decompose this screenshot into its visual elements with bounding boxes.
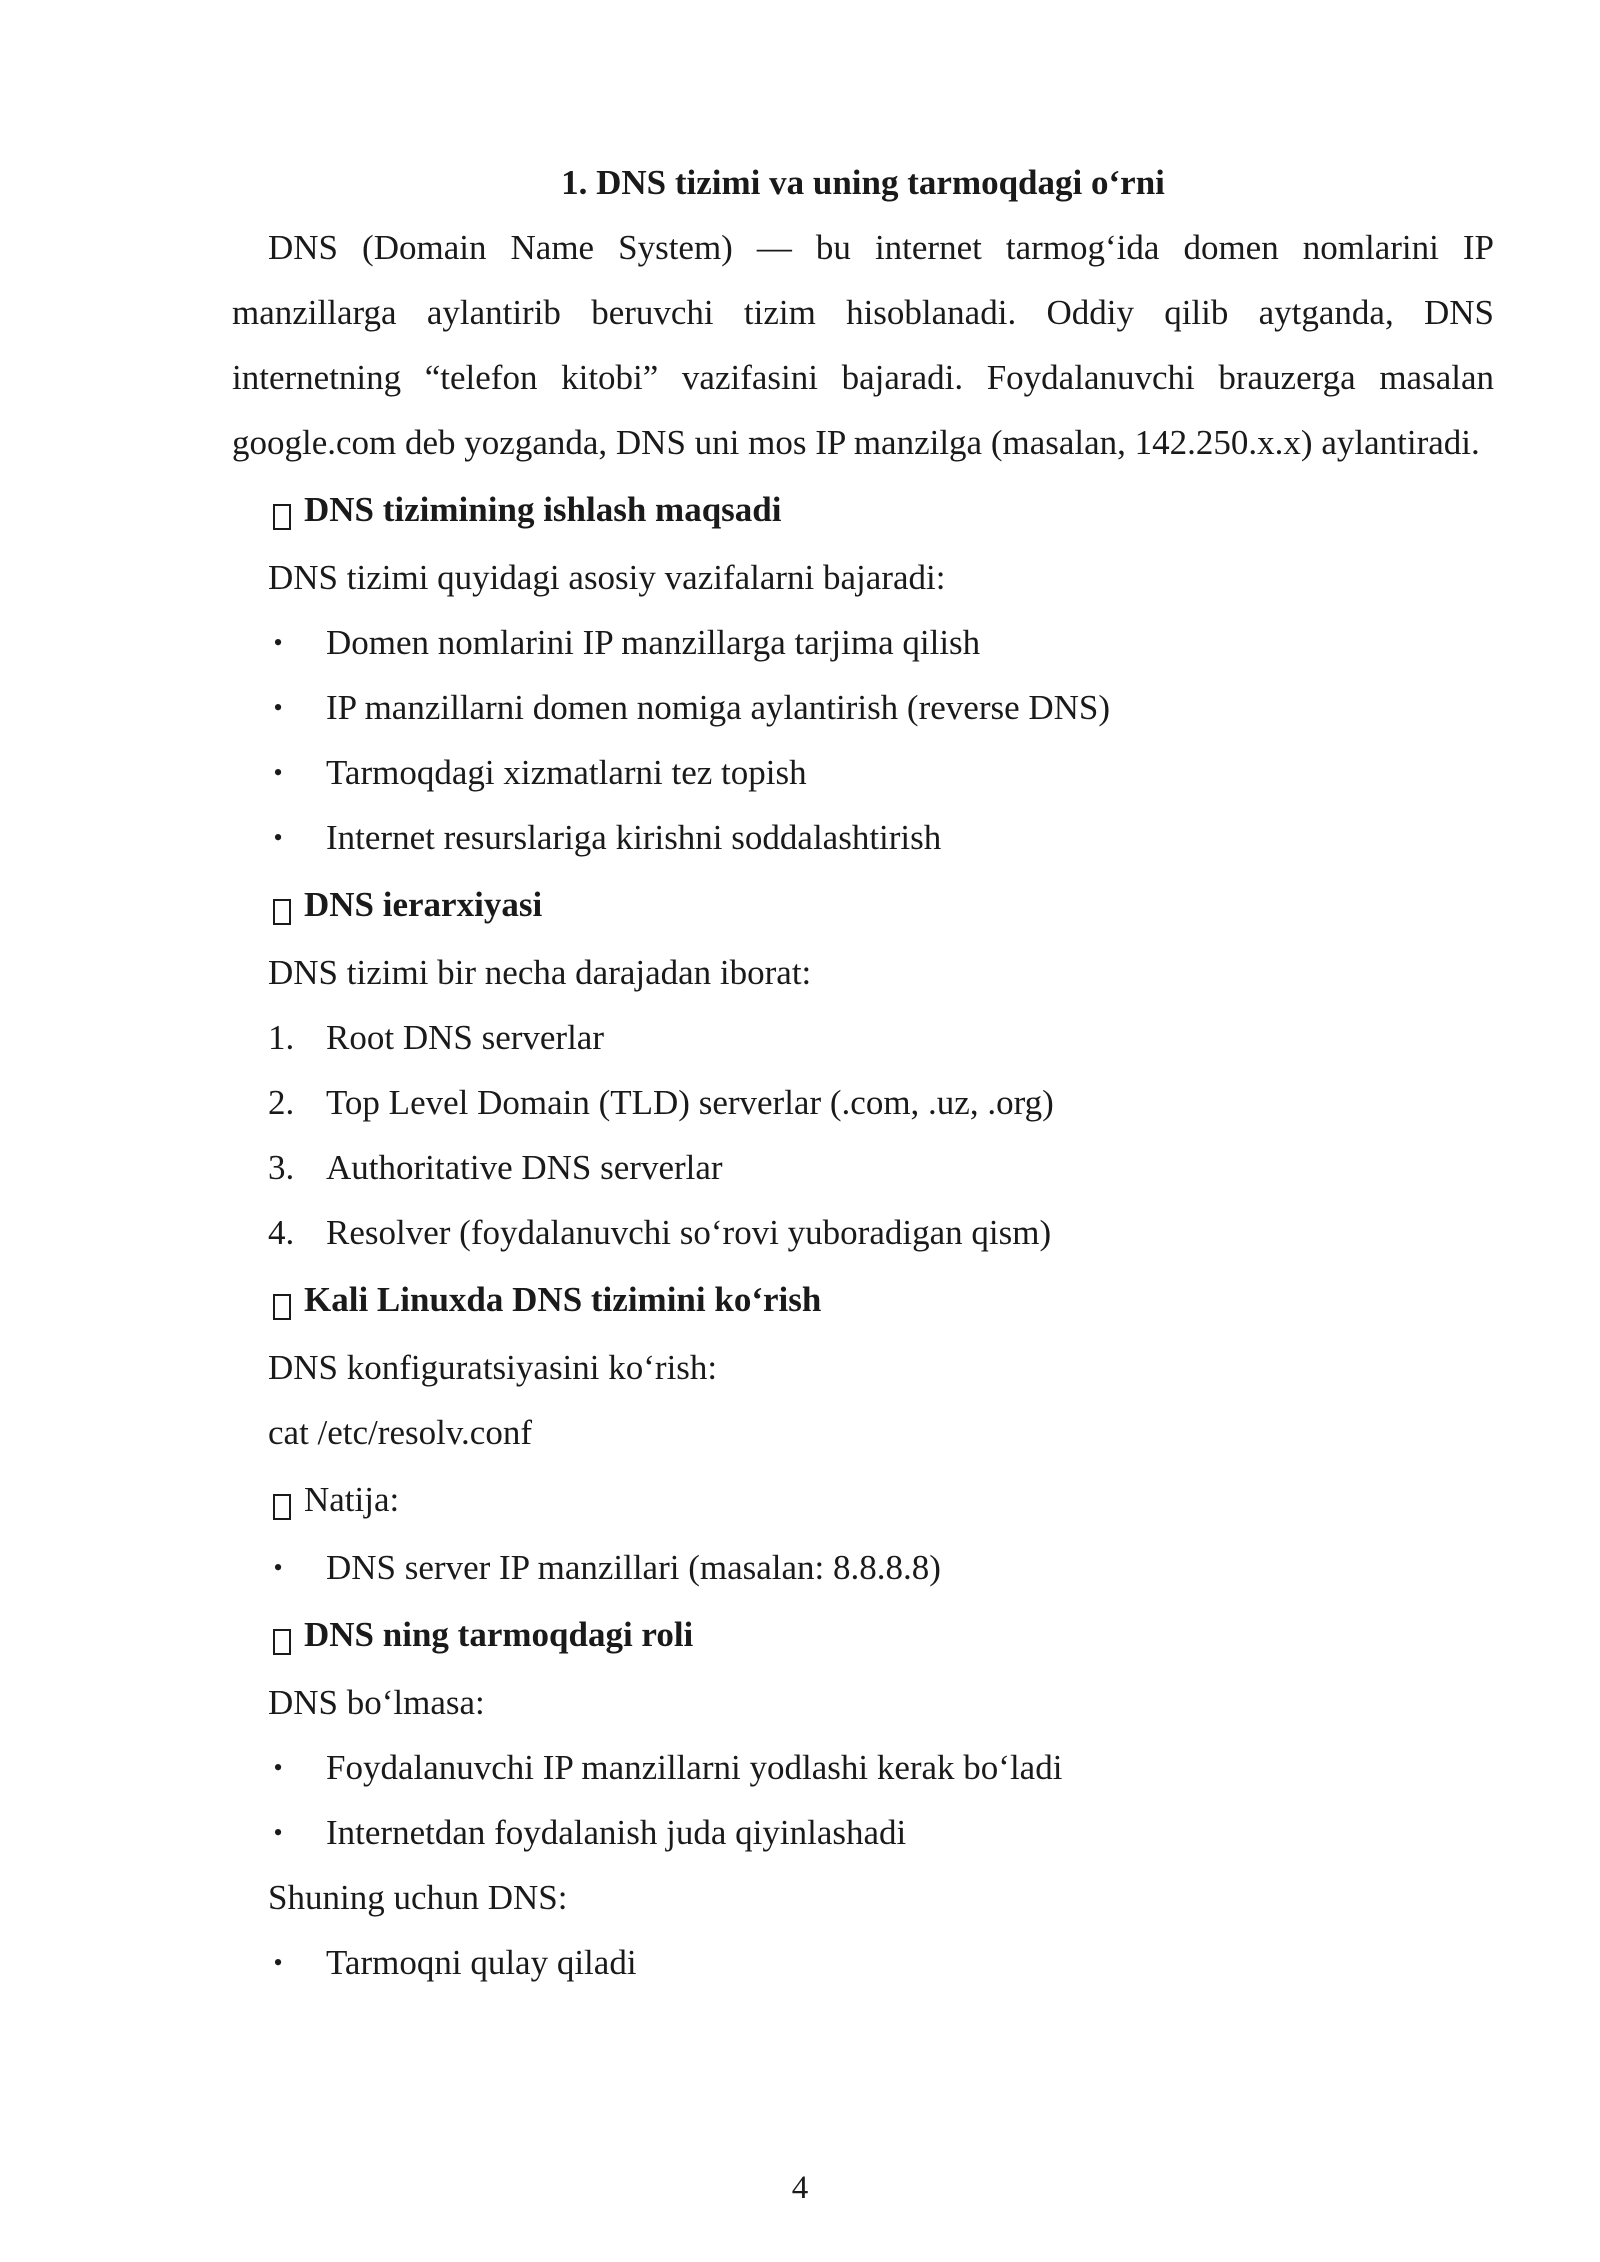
page-number: 4 (791, 2170, 809, 2206)
list-item-text: Tarmoqni qulay qiladi (326, 1943, 637, 1982)
list-number: 4. (268, 1213, 295, 1252)
list-item (232, 1735, 1494, 1800)
section-lead: DNS tizimi quyidagi asosiy vazifalarni bajaradi: (268, 558, 946, 597)
list-item-text: Authoritative DNS serverlar (326, 1148, 723, 1187)
list-item-text: Tarmoqdagi xizmatlarni tez topish (326, 753, 807, 792)
list-item-text: Domen nomlarini IP manzillarga tarjima qilish (326, 623, 981, 662)
bullet-list (232, 1930, 1494, 1995)
list-item (232, 805, 1494, 870)
list-item (232, 1135, 1494, 1200)
bullet-marker: • (273, 1948, 283, 1977)
missing-glyph-box-icon (268, 1624, 296, 1658)
intro-paragraph: DNS (Domain Name System) — bu internet tarmog‘ida domen nomlarini IP manzillarga aylantirib beruvchi tizim hisoblanadi. Oddiy qilib aytganda, DNS internetning “telefon kitobi” vazifasini bajaradi. Foydalanuvchi brauzerga masalan google.com deb yozganda, DNS uni mos IP manzilga (masalan, 142.250.x.x) aylantiradi. (232, 228, 1494, 462)
section-lead: Shuning uchun DNS: (268, 1878, 568, 1917)
section-heading-role (268, 1607, 1494, 1663)
list-item (232, 1800, 1494, 1865)
list-item-text: IP manzillarni domen nomiga aylantirish (reverse DNS) (326, 688, 1111, 727)
bullet-list (232, 1735, 1494, 1865)
section-heading-text: DNS ierarxiyasi (304, 885, 543, 924)
section-heading-text: DNS ning tarmoqdagi roli (304, 1615, 694, 1654)
list-item (232, 740, 1494, 805)
bullet-marker: • (273, 1753, 283, 1782)
missing-glyph-box-icon (268, 499, 296, 533)
section-heading-text: Kali Linuxda DNS tizimini ko‘rish (304, 1280, 822, 1319)
list-item-text: Top Level Domain (TLD) serverlar (.com, .uz, .org) (326, 1083, 1054, 1122)
list-item (232, 1005, 1494, 1070)
list-item-text: Resolver (foydalanuvchi so‘rovi yuboradigan qism) (326, 1213, 1052, 1252)
list-item-text: Root DNS serverlar (326, 1018, 605, 1057)
list-item (232, 610, 1494, 675)
list-item-text: Internet resurslariga kirishni soddalashtirish (326, 818, 942, 857)
section-lead: DNS konfiguratsiyasini ko‘rish: (268, 1348, 718, 1387)
list-item-text: Internetdan foydalanish juda qiyinlashadi (326, 1813, 907, 1852)
bullet-marker: • (273, 758, 283, 787)
page-title: 1. DNS tizimi va uning tarmoqdagi o‘rni (561, 163, 1165, 202)
bullet-marker: • (273, 1553, 283, 1582)
numbered-list (232, 1005, 1494, 1265)
list-item-text: Foydalanuvchi IP manzillarni yodlashi kerak bo‘ladi (326, 1748, 1063, 1787)
bullet-list (232, 1535, 1494, 1600)
missing-glyph-box-icon (268, 1289, 296, 1323)
bullet-marker: • (273, 1818, 283, 1847)
list-item (232, 1535, 1494, 1600)
missing-glyph-box-icon (268, 1487, 296, 1521)
section-lead: DNS tizimi bir necha darajadan iborat: (268, 953, 812, 992)
result-label (268, 1472, 1494, 1528)
bullet-marker: • (273, 628, 283, 657)
section-lead: DNS bo‘lmasa: (268, 1683, 485, 1722)
section-heading-kali (268, 1272, 1494, 1328)
list-number: 3. (268, 1148, 295, 1187)
section-heading-hierarchy (268, 877, 1494, 933)
list-item (232, 1930, 1494, 1995)
list-item (232, 1070, 1494, 1135)
section-heading-text: DNS tizimining ishlash maqsadi (304, 490, 782, 529)
missing-glyph-box-icon (268, 894, 296, 928)
bullet-marker: • (273, 823, 283, 852)
bullet-list (232, 610, 1494, 870)
result-label-text: Natija: (304, 1480, 400, 1519)
list-item (232, 675, 1494, 740)
list-item (232, 1200, 1494, 1265)
list-number: 2. (268, 1083, 295, 1122)
bullet-marker: • (273, 693, 283, 722)
document-page (232, 150, 1494, 1995)
list-number: 1. (268, 1018, 295, 1057)
command-line: cat /etc/resolv.conf (268, 1413, 532, 1452)
list-item-text: DNS server IP manzillari (masalan: 8.8.8.8) (326, 1548, 941, 1587)
section-heading-purpose (268, 482, 1494, 538)
